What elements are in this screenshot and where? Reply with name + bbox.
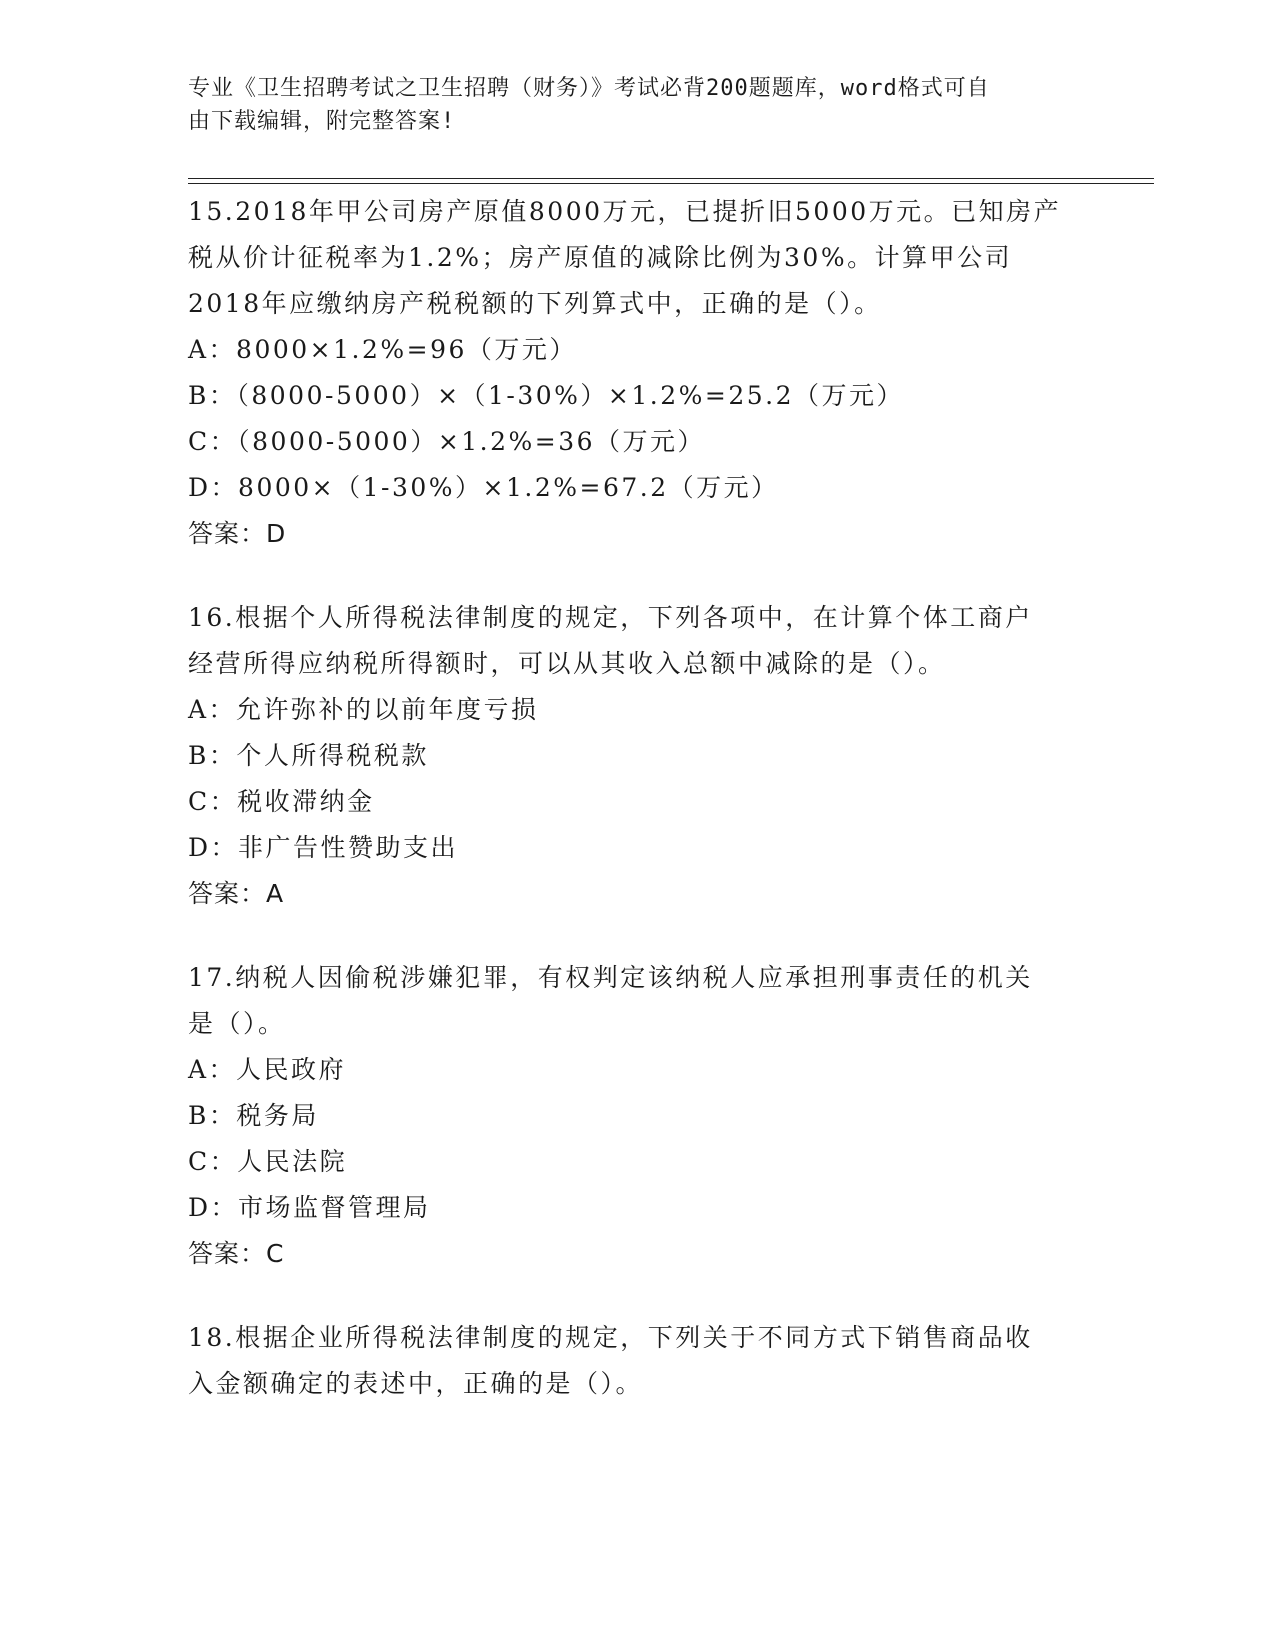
option-c: C：人民法院 <box>188 1147 348 1176</box>
option-d: D：非广告性赞助支出 <box>188 833 459 862</box>
question-text-line: 是（）。 <box>188 1009 286 1038</box>
document-header <box>188 72 1088 138</box>
question-text-line: 2018年应缴纳房产税税额的下列算式中，正确的是（）。 <box>188 289 882 318</box>
question-16 <box>188 595 1088 917</box>
option-b: B：个人所得税税款 <box>188 741 429 770</box>
question-list <box>188 189 1088 1445</box>
header-divider-bottom <box>188 183 1154 184</box>
header-line-1: 专业《卫生招聘考试之卫生招聘（财务）》考试必背200题题库，word格式可自 <box>188 76 990 101</box>
question-text-line: 18.根据企业所得税法律制度的规定，下列关于不同方式下销售商品收 <box>188 1323 1033 1352</box>
answer: 答案：D <box>188 519 287 548</box>
option-b: B：税务局 <box>188 1101 319 1130</box>
question-17 <box>188 955 1088 1277</box>
question-text-line: 经营所得应纳税所得额时，可以从其收入总额中减除的是（）。 <box>188 649 946 678</box>
option-a: A：人民政府 <box>188 1055 347 1084</box>
question-text-line: 17.纳税人因偷税涉嫌犯罪，有权判定该纳税人应承担刑事责任的机关 <box>188 963 1033 992</box>
answer: 答案：A <box>188 879 285 908</box>
option-d: D：市场监督管理局 <box>188 1193 431 1222</box>
question-15 <box>188 189 1088 557</box>
header-divider-top <box>188 178 1154 179</box>
option-a: A：8000×1.2%=96（万元） <box>188 335 577 364</box>
option-b: B：（8000-5000）×（1-30%）×1.2%=25.2（万元） <box>188 381 905 410</box>
question-text-line: 税从价计征税率为1.2%；房产原值的减除比例为30%。计算甲公司 <box>188 243 1013 272</box>
question-18 <box>188 1315 1088 1407</box>
header-line-2: 由下载编辑，附完整答案! <box>188 109 456 134</box>
option-c: C：税收滞纳金 <box>188 787 375 816</box>
option-d: D：8000×（1-30%）×1.2%=67.2（万元） <box>188 473 779 502</box>
answer: 答案：C <box>188 1239 285 1268</box>
option-a: A：允许弥补的以前年度亏损 <box>188 695 539 724</box>
question-text-line: 15.2018年甲公司房产原值8000万元，已提折旧5000万元。已知房产 <box>188 197 1062 226</box>
option-c: C：（8000-5000）×1.2%=36（万元） <box>188 427 706 456</box>
question-text-line: 16.根据个人所得税法律制度的规定，下列各项中，在计算个体工商户 <box>188 603 1033 632</box>
question-text-line: 入金额确定的表述中，正确的是（）。 <box>188 1369 644 1398</box>
